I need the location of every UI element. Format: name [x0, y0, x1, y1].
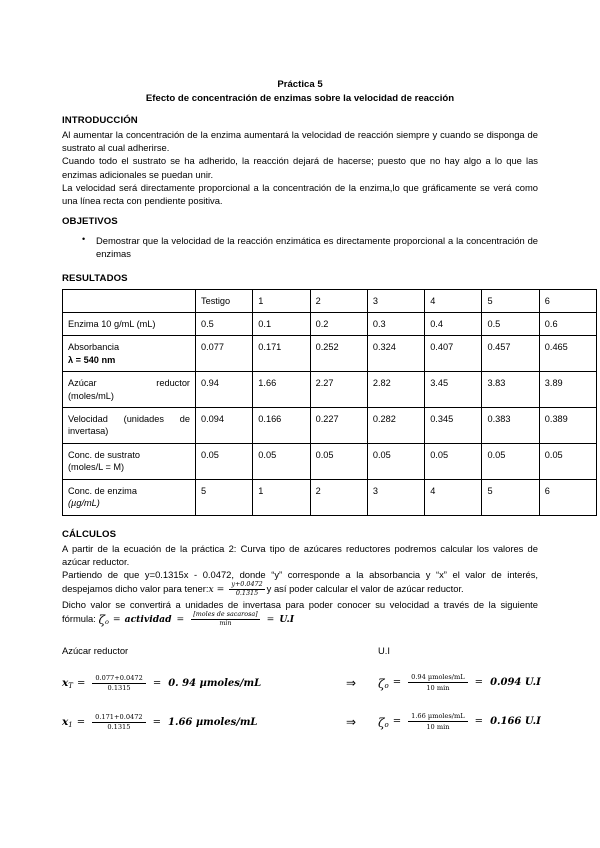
cell-enzima-4: 0.4 — [425, 313, 482, 336]
eq-left-1-equals-2: = — [152, 677, 162, 689]
cell-absorbancia-testigo: 0.077 — [196, 336, 253, 372]
formula-denominator: 0.1315 — [235, 589, 259, 598]
calc-paragraph-3-text-before: Dicho valor se convertirá a unidades de invertasa para poder conocer su velocidad a través de la siguiente fórmula: — [62, 599, 538, 625]
row-label-velocidad — [63, 408, 196, 444]
section-heading-introduccion: INTRODUCCIÓN — [62, 115, 138, 126]
cell-absorbancia-3: 0.324 — [367, 336, 424, 372]
cell-velocidad-6: 0.389 — [539, 408, 596, 444]
equations-section — [62, 644, 541, 732]
row-label-conc-enzima-line1: Conc. de enzima — [68, 485, 137, 496]
cell-sustrato-5: 0.05 — [482, 443, 539, 479]
document-title: Práctica 5 — [277, 79, 323, 90]
formula-equals-3: = — [266, 614, 275, 626]
formula-denominator-min: min — [219, 619, 232, 628]
cell-azucar-5: 3.83 — [482, 372, 539, 408]
cell-velocidad-1: 0.166 — [253, 408, 310, 444]
table-col-header-6: 6 — [539, 289, 596, 312]
cell-absorbancia-1: 0.171 — [253, 336, 310, 372]
eq-right-2-sub: o — [384, 720, 389, 729]
eq-left-1-equals: = — [76, 677, 86, 689]
table-row — [63, 479, 597, 515]
eq-left-2-sub: 1 — [68, 721, 73, 730]
eq-right-2-numerator: 1.66 µmoles/mL — [408, 712, 468, 722]
equation-pair-row — [62, 712, 541, 732]
cell-enzima-5: 0.5 — [482, 313, 539, 336]
cell-azucar-1: 1.66 — [253, 372, 310, 408]
results-table — [62, 289, 597, 516]
cell-azucar-4: 3.45 — [425, 372, 482, 408]
row-label-azucar-line2: (moles/mL) — [68, 390, 114, 401]
row-label-sustrato-line1: Conc. de sustrato — [68, 449, 141, 460]
equation-left-1 — [62, 674, 261, 693]
cell-sustrato-2: 0.05 — [310, 443, 367, 479]
eq-left-2-equals: = — [76, 716, 86, 728]
eq-right-2-denominator: 10 min — [426, 722, 450, 731]
intro-paragraph-1: Al aumentar la concentración de la enzima aumentará la velocidad de reacción siempre y cuando se disponga de sustrato al cual adherirse. — [62, 129, 538, 154]
row-label-absorbancia-lambda: λ = 540 nm — [68, 354, 116, 365]
document-subtitle: Efecto de concentración de enzimas sobre la velocidad de reacción — [145, 92, 455, 104]
eq-left-1-fraction — [92, 674, 145, 693]
table-col-header-5: 5 — [482, 289, 539, 312]
cell-enzima-2: 0.2 — [310, 313, 367, 336]
cell-azucar-2: 2.27 — [310, 372, 367, 408]
formula-zeta-subscript: o — [105, 618, 109, 627]
table-col-header-2: 2 — [310, 289, 367, 312]
cell-sustrato-testigo: 0.05 — [196, 443, 253, 479]
eq-left-1-numerator: 0.077+0.0472 — [92, 674, 145, 684]
equations-left-caption: Azúcar reductor — [62, 645, 129, 657]
objectives-list — [62, 234, 538, 260]
eq-left-2-equals-2: = — [152, 716, 161, 728]
row-label-azucar-line1: Azúcar reductor — [68, 378, 190, 389]
formula-fraction — [229, 581, 264, 598]
formula-equals-1: = — [112, 614, 121, 626]
equation-right-1 — [378, 673, 541, 692]
eq-left-1-denominator: 0.1315 — [107, 684, 131, 693]
section-heading-resultados: RESULTADOS — [62, 272, 128, 284]
eq-left-1-result: 0. 94 µmoles/mL — [168, 677, 262, 689]
calc-inline-formula-x — [208, 581, 266, 598]
eq-right-1-sub: o — [384, 681, 389, 690]
eq-left-1-sub: T — [68, 682, 73, 691]
cell-azucar-testigo: 0.94 — [196, 372, 253, 408]
cell-conc-enzima-1: 1 — [253, 479, 310, 515]
cell-absorbancia-2: 0.252 — [310, 336, 367, 372]
cell-absorbancia-4: 0.407 — [425, 336, 482, 372]
table-header-row — [63, 289, 597, 312]
row-label-azucar-reductor — [63, 372, 196, 408]
cell-velocidad-testigo: 0.094 — [196, 408, 253, 444]
calc-paragraph-2-text-after: y así poder calcular el valor de azúcar reductor. — [266, 583, 464, 595]
eq-left-2-var: x — [62, 716, 69, 729]
table-col-header-3: 3 — [367, 289, 424, 312]
cell-velocidad-3: 0.282 — [367, 408, 424, 444]
cell-velocidad-2: 0.227 — [310, 408, 367, 444]
implies-arrow-icon: ⇒ — [345, 715, 357, 730]
eq-right-1-denominator: 10 min — [426, 683, 450, 692]
cell-enzima-testigo: 0.5 — [196, 313, 253, 336]
section-heading-calculos: CÁLCULOS — [62, 528, 117, 540]
cell-conc-enzima-6: 6 — [539, 479, 596, 515]
formula-result-ui: U.I — [279, 614, 295, 626]
equation-right-2 — [378, 712, 541, 731]
cell-conc-enzima-2: 2 — [310, 479, 367, 515]
cell-enzima-3: 0.3 — [367, 313, 424, 336]
eq-left-2-fraction — [92, 713, 145, 732]
equation-left-2 — [62, 713, 257, 732]
eq-right-2-equals: = — [392, 716, 402, 728]
eq-right-1-result: 0.094 U.I — [490, 677, 541, 689]
formula-lhs: x — [208, 584, 214, 595]
table-row — [63, 313, 597, 336]
table-corner-cell — [63, 289, 196, 312]
section-heading-objetivos: OBJETIVOS — [62, 216, 118, 228]
eq-left-2-numerator: 0.171+0.0472 — [92, 713, 145, 723]
cell-enzima-1: 0.1 — [253, 313, 310, 336]
formula-numerator: y+0.0472 — [231, 579, 263, 588]
table-col-header-4: 4 — [425, 289, 482, 312]
eq-left-1-var: x — [62, 677, 69, 690]
row-label-conc-enzima — [63, 479, 196, 515]
table-row — [63, 336, 597, 372]
objective-item: • Demostrar que la velocidad de la reacción enzimática es directamente proporcional a la concentración de enzimas — [96, 234, 538, 260]
calc-paragraph-3 — [62, 598, 538, 628]
cell-sustrato-3: 0.05 — [367, 443, 424, 479]
intro-paragraph-3: La velocidad será directamente proporcional a la concentración de la enzima,lo que gráficamente se verá como una línea recta con pendiente positiva. — [62, 181, 538, 207]
eq-right-1-var: ζ — [378, 676, 385, 691]
table-col-header-testigo: Testigo — [196, 289, 253, 312]
eq-left-2-result: 1.66 µmoles/mL — [168, 716, 258, 728]
cell-conc-enzima-3: 3 — [367, 479, 424, 515]
row-label-absorbancia-line1: Absorbancia — [68, 342, 120, 353]
row-label-enzima: Enzima 10 g/mL (mL) — [63, 313, 196, 336]
formula-zeta-symbol: ζ — [98, 613, 105, 628]
cell-sustrato-6: 0.05 — [539, 443, 596, 479]
cell-absorbancia-5: 0.457 — [482, 336, 539, 372]
calc-paragraph-1: A partir de la ecuación de la práctica 2: Curva tipo de azúcares reductores podremos calcular los valores de azúcar reductor. — [62, 542, 538, 567]
cell-absorbancia-6: 0.465 — [539, 336, 596, 372]
row-label-conc-sustrato — [63, 443, 196, 479]
cell-conc-enzima-5: 5 — [482, 479, 539, 515]
table-row — [63, 372, 597, 408]
calc-paragraph-2 — [62, 568, 538, 598]
calc-paragraph-2-text-before: Partiendo de que y=0.1315x - 0.0472, donde “y” corresponde a la absorbancia y “x” el valor de interés, despejamos dicho valor para tener: — [62, 568, 538, 595]
cell-conc-enzima-4: 4 — [425, 479, 482, 515]
formula-equals-2: = — [176, 614, 185, 626]
formula-numerator-sacarosa: [moles de sacarosa] — [193, 609, 258, 618]
cell-enzima-6: 0.6 — [539, 313, 596, 336]
cell-velocidad-4: 0.345 — [425, 408, 482, 444]
eq-right-2-fraction — [408, 712, 468, 731]
row-label-absorbancia — [63, 336, 196, 372]
equations-caption-row — [62, 644, 538, 673]
eq-right-1-fraction — [408, 673, 468, 692]
row-label-sustrato-line2: (moles/L = M) — [68, 462, 125, 473]
eq-right-2-result: 0.166 U.I — [490, 716, 541, 728]
formula-fraction-sacarosa — [191, 611, 259, 628]
formula-word-actividad: actividad — [124, 614, 172, 626]
table-row — [63, 443, 597, 479]
intro-paragraph-2: Cuando todo el sustrato se ha adherido, la reacción dejará de hacerse; puesto que no hay algo a lo que las enzimas adicionales se puedan unir. — [62, 155, 538, 180]
cell-velocidad-5: 0.383 — [482, 408, 539, 444]
cell-azucar-3: 2.82 — [367, 372, 424, 408]
cell-conc-enzima-testigo: 5 — [196, 479, 253, 515]
row-label-velocidad-line2: invertasa) — [68, 426, 109, 437]
equations-right-caption: U.I — [378, 645, 390, 657]
table-row — [63, 408, 597, 444]
row-label-conc-enzima-line2: (µg/mL) — [68, 498, 100, 509]
cell-azucar-6: 3.89 — [539, 372, 596, 408]
row-label-velocidad-line1: Velocidad (unidades de — [68, 414, 190, 425]
eq-right-1-equals-2: = — [474, 677, 484, 689]
calc-inline-formula-actividad — [98, 611, 294, 628]
eq-right-2-var: ζ — [378, 715, 385, 730]
eq-right-2-equals-2: = — [474, 716, 484, 728]
cell-sustrato-4: 0.05 — [425, 443, 482, 479]
eq-right-1-numerator: 0.94 µmoles/mL — [408, 673, 468, 683]
implies-arrow-icon: ⇒ — [345, 676, 357, 691]
formula-equals: = — [216, 584, 225, 595]
equation-pair-row — [62, 673, 541, 693]
eq-right-1-equals: = — [392, 677, 402, 689]
cell-sustrato-1: 0.05 — [253, 443, 310, 479]
eq-left-2-denominator: 0.1315 — [107, 723, 131, 732]
table-col-header-1: 1 — [253, 289, 310, 312]
